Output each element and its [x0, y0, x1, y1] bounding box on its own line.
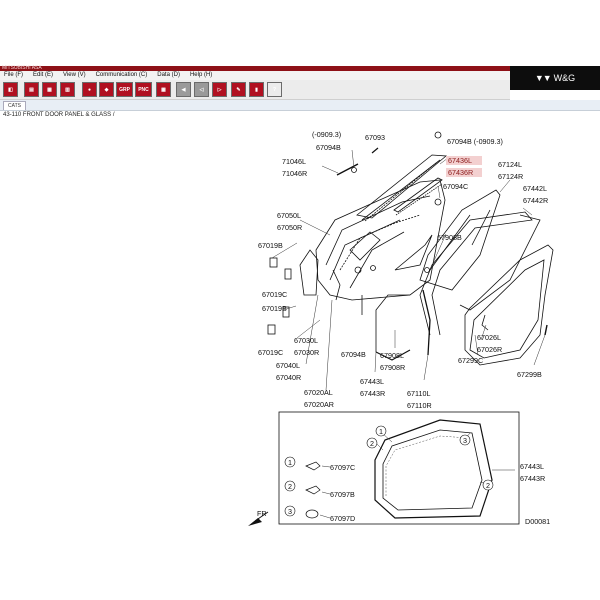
- callout-c29[interactable]: 67299B: [517, 370, 542, 379]
- panel-hole-b: [371, 266, 376, 271]
- callout-c34[interactable]: 67020AL: [304, 388, 333, 397]
- callout-c16[interactable]: 67908B: [437, 233, 462, 242]
- document-icon: ▥: [65, 86, 70, 93]
- logo-text: W&G: [553, 73, 576, 83]
- toolbar-search-button[interactable]: [82, 82, 97, 97]
- callout-c31[interactable]: 67040R: [276, 373, 302, 382]
- callout-c22[interactable]: 67299C: [458, 356, 484, 365]
- callout-c20[interactable]: 67026L: [477, 333, 501, 342]
- leader: [320, 515, 330, 518]
- logo-mark-icon: ▼▼: [534, 73, 551, 83]
- panel-edge: [333, 270, 340, 300]
- copy-icon: ▦: [47, 86, 52, 93]
- marker-text: 3: [463, 436, 467, 445]
- zoom-icon: ◆: [104, 86, 109, 93]
- callout-c1[interactable]: (-0909.3): [312, 130, 342, 139]
- callout-c9[interactable]: 67124L: [498, 160, 522, 169]
- menu-file[interactable]: File (F): [4, 72, 23, 78]
- leader: [322, 166, 338, 173]
- leader: [438, 186, 440, 198]
- brand-logo: [510, 66, 600, 90]
- toolbar-zoom-button[interactable]: [99, 82, 114, 97]
- window-title: MITSUBISHI ASA: [2, 65, 42, 71]
- toolbar-book-button[interactable]: [249, 82, 264, 97]
- callout-c26[interactable]: 67094B: [341, 350, 366, 359]
- grp-label: GRP: [119, 86, 130, 93]
- clip-67908b: [425, 268, 430, 273]
- marker-text: 2: [370, 439, 374, 448]
- clip-67093: [372, 148, 378, 153]
- callout-c4[interactable]: 67094B (-0909.3): [447, 137, 503, 146]
- clip-67097c-shape: [306, 462, 320, 470]
- callout-c11[interactable]: 67094C: [443, 182, 469, 191]
- breadcrumb: 43-110 FRONT DOOR PANEL & GLASS /: [3, 112, 115, 118]
- toolbar-notes-button[interactable]: [231, 82, 246, 97]
- door-trim-front: [300, 250, 318, 295]
- front-arrow-icon: [248, 518, 262, 526]
- callout-c19[interactable]: 67019B: [262, 304, 287, 313]
- clip-67097d-shape: [306, 510, 318, 518]
- panel-cutout: [395, 235, 432, 270]
- detail-clips: [306, 462, 320, 518]
- callout-c35[interactable]: 67020AR: [304, 400, 334, 409]
- callout-c38[interactable]: 67443L: [520, 462, 544, 471]
- detail-weatherstrip-outer: [375, 420, 492, 518]
- detail-dash: [386, 436, 468, 496]
- menu-view[interactable]: View (V): [63, 72, 86, 78]
- clip-67097b-shape: [306, 486, 320, 494]
- marker-text: 1: [379, 427, 383, 436]
- toolbar-grp-button[interactable]: [116, 82, 133, 97]
- callout-c6[interactable]: 67436R: [448, 168, 474, 177]
- toolbar-list-button[interactable]: [156, 82, 171, 97]
- drawing-number: D00081: [525, 517, 551, 526]
- marker-text: 2: [288, 482, 292, 491]
- callout-c14[interactable]: 67050L: [277, 211, 301, 220]
- toolbar-help-button[interactable]: [267, 82, 282, 97]
- callout-c30[interactable]: 67040L: [276, 361, 300, 370]
- callout-c28[interactable]: 67908R: [380, 363, 406, 372]
- help-label: ?: [272, 86, 277, 93]
- clip-67094b-top: [435, 132, 441, 138]
- callout-c41[interactable]: 67097B: [330, 490, 355, 499]
- leader: [500, 180, 510, 192]
- regulator-frame: [340, 215, 420, 270]
- callout-c23[interactable]: 67019C: [258, 348, 284, 357]
- toolbar-forward-button[interactable]: [212, 82, 227, 97]
- leader: [326, 300, 332, 390]
- menu-edit[interactable]: Edit (E): [33, 72, 54, 78]
- parts-diagram: [0, 120, 600, 530]
- hinge-lower: [268, 325, 275, 334]
- clip-67299b: [545, 325, 547, 335]
- marker-text: 2: [486, 481, 490, 490]
- toolbar-document-button[interactable]: [60, 82, 75, 97]
- notes-icon: ✎: [236, 86, 241, 93]
- exit-icon: ◧: [8, 86, 13, 93]
- book-icon: ▮: [255, 86, 258, 93]
- callout-c27[interactable]: 67908L: [380, 351, 404, 360]
- channel-rear: [460, 215, 540, 310]
- menu-help[interactable]: Help (H): [189, 72, 213, 78]
- print-icon: ▤: [29, 86, 34, 93]
- menu-data[interactable]: Data (D): [157, 72, 180, 78]
- panel-line-a: [326, 196, 430, 265]
- callout-c2[interactable]: 67093: [365, 133, 385, 142]
- arrow-left-icon: ◀: [181, 86, 186, 93]
- callout-c32[interactable]: 67443L: [360, 377, 384, 386]
- callout-c37[interactable]: 67110R: [407, 401, 432, 410]
- leader: [322, 492, 330, 494]
- leader: [300, 220, 330, 235]
- regulator-arm: [350, 232, 404, 288]
- moulding-strip-71046: [337, 164, 358, 175]
- regulator-motor: [350, 232, 380, 260]
- callout-c36[interactable]: 67110L: [407, 389, 431, 398]
- marker-text: 3: [288, 507, 292, 516]
- glass-run-channel: [420, 212, 532, 335]
- callout-c42[interactable]: 67097D: [330, 514, 356, 523]
- panel-line-b: [330, 220, 400, 280]
- hinge-upper: [270, 258, 277, 267]
- leader: [375, 352, 376, 372]
- forward-icon: ▷: [217, 86, 222, 93]
- search-icon: ●: [87, 86, 92, 93]
- clip-67094b: [352, 168, 357, 173]
- pnc-label: PNC: [138, 86, 149, 93]
- toolbar-copy-button[interactable]: [42, 82, 57, 97]
- leader: [352, 150, 354, 168]
- hinge-upper-b: [285, 269, 291, 279]
- back-icon: ◁: [199, 86, 204, 93]
- toolbar-back-button[interactable]: [194, 82, 209, 97]
- toolbar-prev-button[interactable]: [176, 82, 191, 97]
- callout-c39[interactable]: 67443R: [520, 474, 546, 483]
- callout-c7[interactable]: 71046L: [282, 157, 306, 166]
- front-label: FR: [257, 509, 267, 518]
- callout-c15[interactable]: 67050R: [277, 223, 303, 232]
- callout-c24[interactable]: 67030L: [294, 336, 318, 345]
- tab-cats[interactable]: CATS: [3, 101, 26, 110]
- callout-c40[interactable]: 67097C: [330, 463, 356, 472]
- callout-c25[interactable]: 67030R: [294, 348, 320, 357]
- callout-c8[interactable]: 71046R: [282, 169, 308, 178]
- detail-box: [248, 412, 519, 526]
- callout-c13[interactable]: 67442R: [523, 196, 549, 205]
- callout-c12[interactable]: 67442L: [523, 184, 547, 193]
- leader: [424, 355, 428, 380]
- marker-text: 1: [288, 458, 292, 467]
- callout-c33[interactable]: 67443R: [360, 389, 386, 398]
- toolbar: [0, 80, 510, 100]
- clip-67094c: [435, 199, 441, 205]
- menu-communication[interactable]: Communication (C): [95, 72, 148, 78]
- leader: [322, 466, 330, 467]
- leader: [523, 208, 532, 215]
- callout-c10[interactable]: 67124R: [498, 172, 524, 181]
- toolbar-exit-button[interactable]: [3, 82, 18, 97]
- callout-c17[interactable]: 67019B: [258, 241, 283, 250]
- callout-c18[interactable]: 67019C: [262, 290, 288, 299]
- frame-lower: [376, 295, 410, 352]
- callout-c21[interactable]: 67026R: [477, 345, 503, 354]
- glass-reflection: [430, 215, 470, 270]
- menu-bar: [0, 71, 510, 80]
- callout-c3[interactable]: 67094B: [316, 143, 341, 152]
- callout-c5[interactable]: 67436L: [448, 156, 472, 165]
- list-icon: ▦: [161, 86, 166, 93]
- detail-leaders: [320, 433, 515, 518]
- toolbar-print-button[interactable]: [24, 82, 39, 97]
- tab-strip: [0, 100, 600, 111]
